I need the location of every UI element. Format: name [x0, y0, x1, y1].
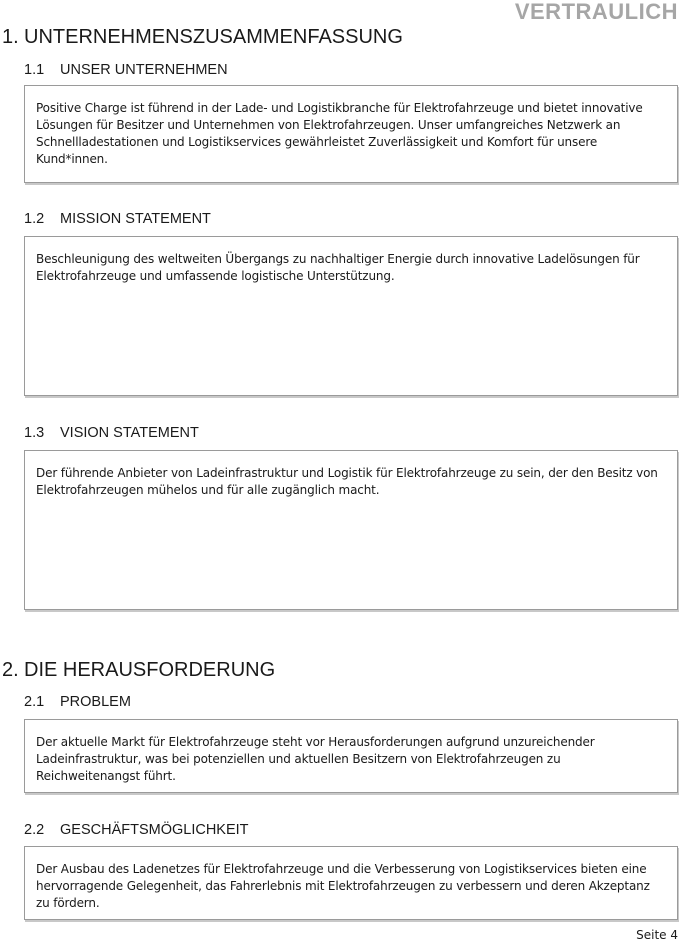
text-box-problem: [24, 719, 678, 793]
subsection-heading-1-1: [24, 62, 228, 78]
section-number: 1.: [2, 26, 19, 48]
text-box-content: Positive Charge ist führend in der Lade- und Logistikbranche für Elektrofahrzeuge und bietet innovative Lösungen für Besitzer und Unternehmen von Elektrofahrzeugen. Unser umfangreiches Netzwerk an Schnellladestationen und Logistikservices gewährleistet Zuverlässigkeit und Komfort für unsere Kund*innen.: [36, 101, 643, 166]
subsection-heading-2-2: [24, 822, 249, 838]
subsection-title: UNSER UNTERNEHMEN: [60, 62, 228, 78]
subsection-number: 1.1: [24, 62, 45, 78]
subsection-number: 1.3: [24, 425, 45, 441]
subsection-number: 2.2: [24, 822, 45, 838]
text-box-mission: [24, 236, 678, 396]
confidential-label: VERTRAULICH: [514, 0, 678, 24]
subsection-number: 1.2: [24, 211, 45, 227]
text-box-content: Beschleunigung des weltweiten Übergangs zu nachhaltiger Energie durch innovative Ladelösungen für Elektrofahrzeuge und umfassende logistische Unterstützung.: [36, 252, 640, 283]
text-box-content: Der führende Anbieter von Ladeinfrastruktur und Logistik für Elektrofahrzeuge zu sein, der den Besitz von Elektrofahrzeugen mühelos und für alle zugänglich macht.: [36, 466, 658, 497]
section-heading-1: [2, 26, 403, 49]
section-heading-2: [2, 659, 275, 682]
subsection-heading-1-2: [24, 211, 211, 227]
subsection-title: MISSION STATEMENT: [60, 211, 211, 227]
text-box-content: Der aktuelle Markt für Elektrofahrzeuge steht vor Herausforderungen aufgrund unzureichender Ladeinfrastruktur, was bei potenziellen und aktuellen Besitzern von Elektrofahrzeugen zu Reichweitenangst führt.: [36, 735, 595, 783]
section-title: UNTERNEHMENSZUSAMMENFASSUNG: [24, 26, 403, 48]
text-box-content: Der Ausbau des Ladenetzes für Elektrofahrzeuge und die Verbesserung von Logistikservices bieten eine hervorragende Gelegenheit, das Fahrerlebnis mit Elektrofahrzeugen zu verbessern und deren Akzeptanz zu fördern.: [36, 862, 650, 910]
section-title: DIE HERAUSFORDERUNG: [24, 659, 276, 681]
subsection-heading-1-3: [24, 425, 199, 441]
subsection-title: VISION STATEMENT: [60, 425, 199, 441]
section-number: 2.: [2, 659, 19, 681]
subsection-title: PROBLEM: [60, 694, 131, 710]
subsection-title: GESCHÄFTSMÖGLICHKEIT: [60, 822, 249, 838]
text-box-vision: [24, 450, 678, 610]
page-number: Seite 4: [636, 928, 678, 942]
subsection-heading-2-1: [24, 694, 131, 710]
text-box-our-company: [24, 85, 678, 183]
text-box-business-opportunity: [24, 846, 678, 920]
subsection-number: 2.1: [24, 694, 45, 710]
